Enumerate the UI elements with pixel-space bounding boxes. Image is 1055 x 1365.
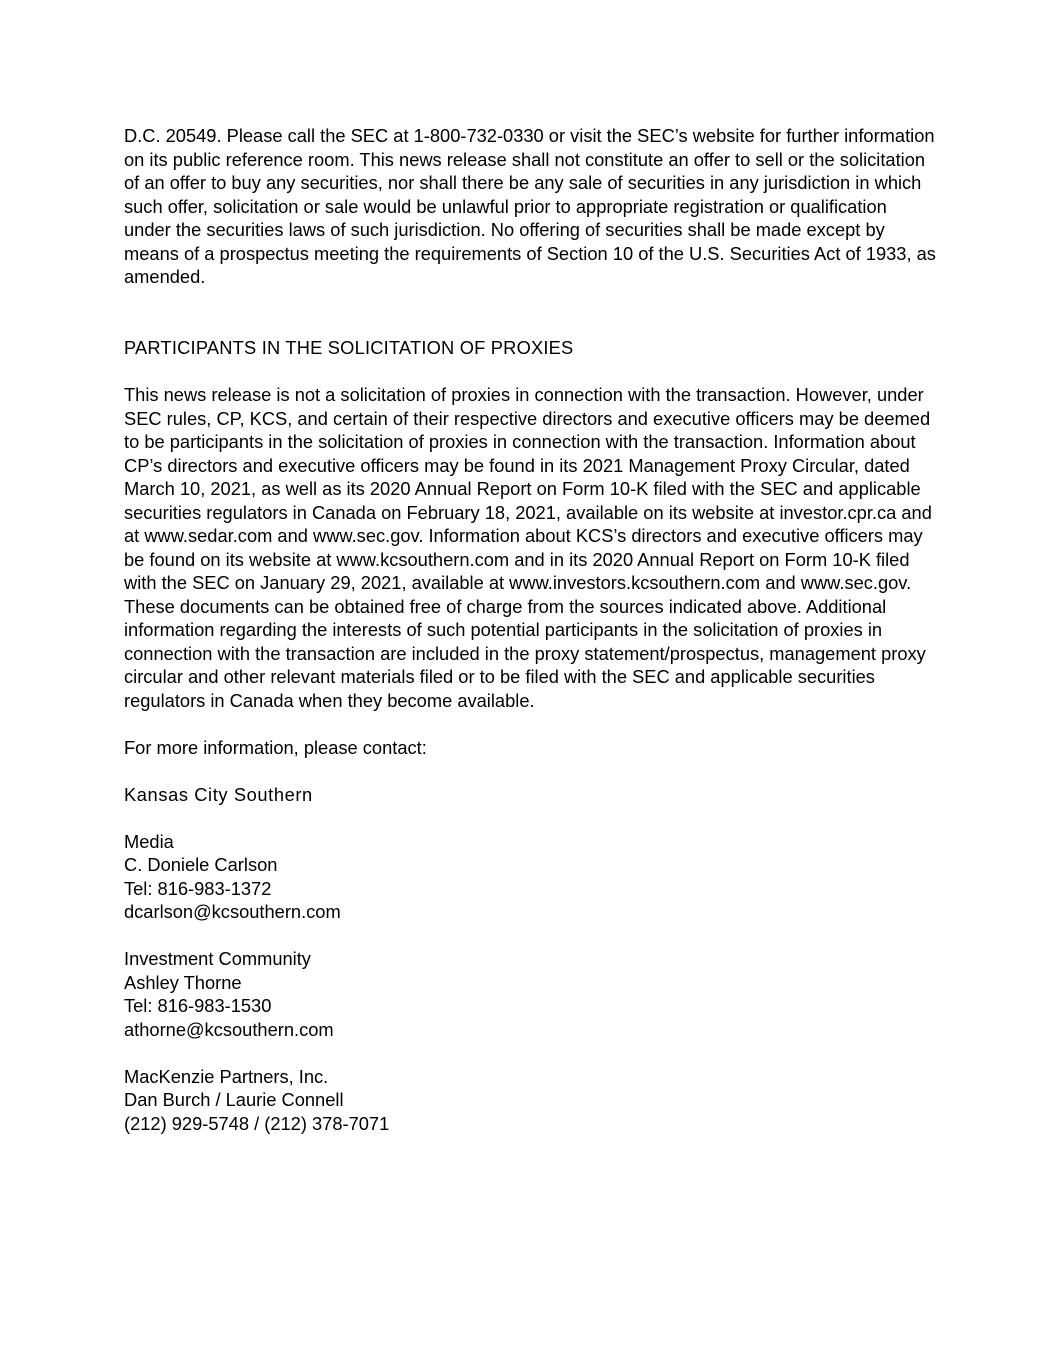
document-page — [124, 124, 936, 1135]
investment-contact-title: Investment Community — [124, 948, 311, 969]
mackenzie-contact-phones: (212) 929-5748 / (212) 378-7071 — [124, 1112, 390, 1134]
investment-contact-name: Ashley Thorne — [124, 971, 242, 993]
media-contact-name: C. Doniele Carlson — [124, 854, 278, 875]
media-contact-title: Media — [124, 830, 174, 852]
mackenzie-contact-names: Dan Burch / Laurie Connell — [124, 1089, 344, 1110]
media-contact-phone: Tel: 816-983-1372 — [124, 877, 272, 899]
media-contact-block — [124, 830, 936, 924]
investment-contact-phone: Tel: 816-983-1530 — [124, 995, 272, 1016]
investment-contact-block — [124, 947, 936, 1041]
investment-contact-email: athorne@kcsouthern.com — [124, 1018, 334, 1040]
mackenzie-contact-title: MacKenzie Partners, Inc. — [124, 1065, 329, 1087]
company-name: Kansas City Southern — [124, 783, 313, 805]
participants-paragraph: This news release is not a solicitation of proxies in connection with the transaction. However, under SEC rules, CP, KCS, and certain of their respective directors and executive officers may be deemed to be participants in the solicitation of proxies in connection with the transaction. Information about CP’s directors and executive officers may be found in its 2021 Management Proxy Circular, dated March 10, 2021, as well as its 2020 Annual Report on Form 10-K filed with the SEC and applicable securities regulators in Canada on February 18, 2021, available on its website at investor.cpr.ca and at www.sedar.com and www.sec.gov. Information about KCS’s directors and executive officers may be found on its website at www.kcsouthern.com and in its 2020 Annual Report on Form 10-K filed with the SEC on January 29, 2021, available at www.investors.kcsouthern.com and www.sec.gov. These documents can be obtained free of charge from the sources indicated above. Additional information regarding the interests of such potential participants in the solicitation of proxies in connection with the transaction are included in the proxy statement/prospectus, management proxy circular and other relevant materials filed or to be filed with the SEC and applicable securities regulators in Canada when they become available. — [124, 384, 932, 711]
media-contact-email: dcarlson@kcsouthern.com — [124, 901, 341, 922]
section-heading: PARTICIPANTS IN THE SOLICITATION OF PROXIES — [124, 336, 574, 358]
intro-paragraph: D.C. 20549. Please call the SEC at 1-800-732-0330 or visit the SEC’s website for further information on its public reference room. This news release shall not constitute an offer to sell or the solicitation of an offer to buy any securities, nor shall there be any sale of securities in any jurisdiction in which such offer, solicitation or sale would be unlawful prior to appropriate registration or qualification under the securities laws of such jurisdiction. No offering of securities shall be made except by means of a prospectus meeting the requirements of Section 10 of the U.S. Securities Act of 1933, as amended. — [124, 125, 936, 287]
mackenzie-contact-block — [124, 1065, 936, 1136]
contact-intro: For more information, please contact: — [124, 736, 427, 758]
